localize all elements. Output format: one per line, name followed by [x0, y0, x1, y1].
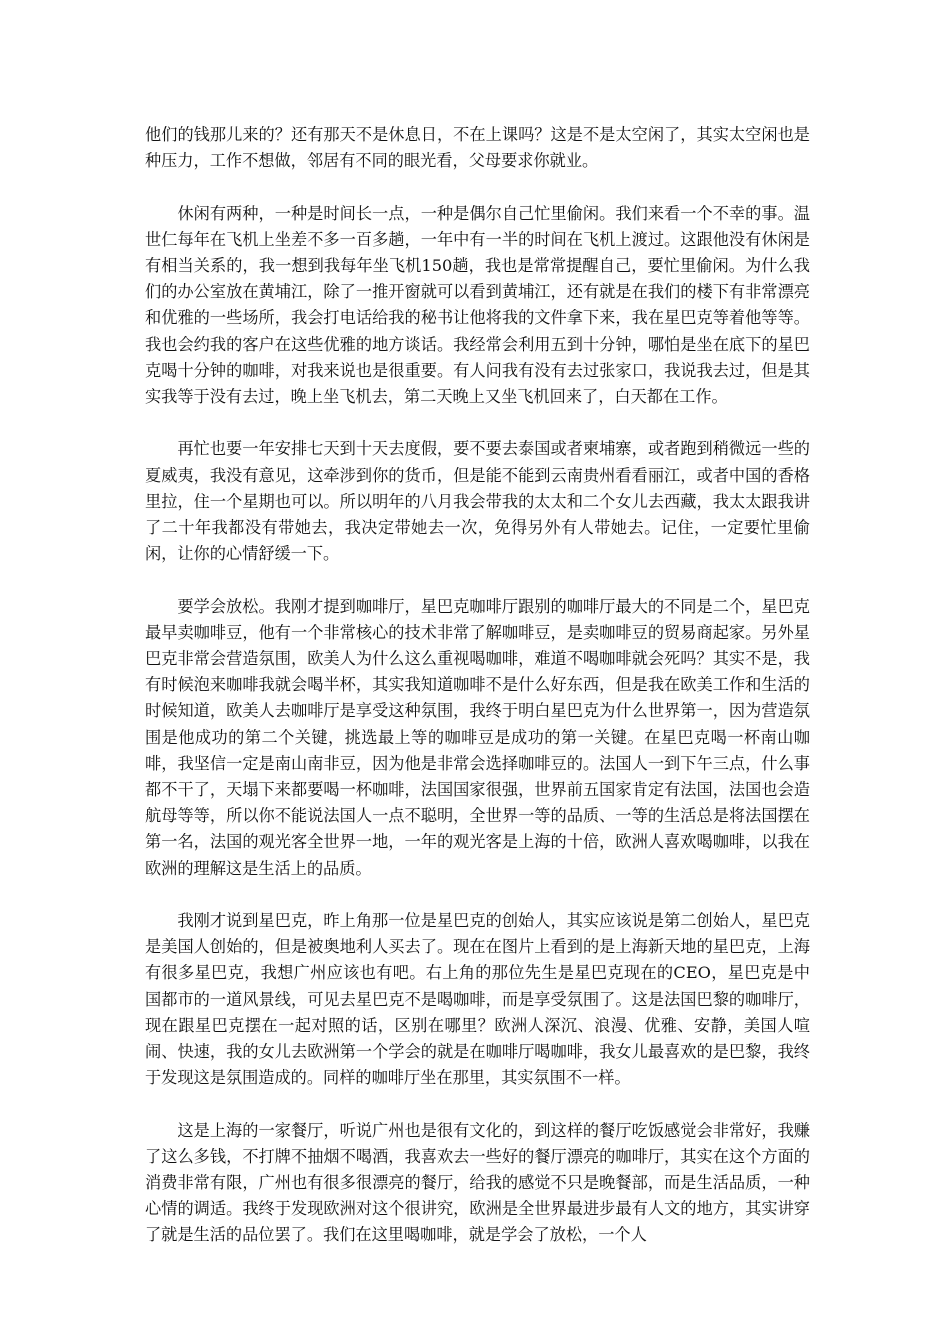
paragraph-relax: 要学会放松。我刚才提到咖啡厅，星巴克咖啡厅跟别的咖啡厅最大的不同是二个，星巴克最早卖咖啡豆，他有一个非常核心的技术非常了解咖啡豆，是卖咖啡豆的贸易商起家。另外星巴克非常会营造氛围，欧美人为什么这么重视喝咖啡，难道不喝咖啡就会死吗？其实不是，我有时候泡来咖啡我就会喝半杯，其实我知道咖啡不是什么好东西，但是我在欧美工作和生活的时候知道，欧美人去咖啡厅是享受这种氛围，我终于明白星巴克为什么世界第一，因为营造氛围是他成功的第二个关键，挑选最上等的咖啡豆是成功的第一关键。在星巴克喝一杯南山咖啡，我坚信一定是南山南非豆，因为他是非常会选择咖啡豆的。法国人一到下午三点，什么事都不干了，天塌下来都要喝一杯咖啡，法国国家很强，世界前五国家肯定有法国，法国也会造航母等等，所以你不能说法国人一点不聪明，全世界一等的品质、一等的生活总是将法国摆在第一名，法国的观光客全世界一地，一年的观光客是上海的十倍，欧洲人喜欢喝咖啡，以我在欧洲的理解这是生活上的品质。 [145, 596, 810, 878]
paragraph-vacation: 再忙也要一年安排七天到十天去度假，要不要去泰国或者柬埔寨，或者跑到稍微远一些的夏威夷，我没有意见，这牵涉到你的货币，但是能不能到云南贵州看看丽江，或者中国的香格里拉，住一个星期也可以。所以明年的八月我会带我的太太和二个女儿去西藏，我太太跟我讲了二十年我都没有带她去，我决定带她去一次，免得另外有人带她去。记住，一定要忙里偷闲，让你的心情舒缓一下。 [145, 439, 810, 564]
paragraph-leisure: 休闲有两种，一种是时间长一点，一种是偶尔自己忙里偷闲。我们来看一个不幸的事。温世仁每年在飞机上坐差不多一百多趟，一年中有一半的时间在飞机上渡过。这跟他没有休闲是有相当关系的，我一想到我每年坐飞机150趟，我也是常常提醒自己，要忙里偷闲。为什么我们的办公室放在黄埔江，除了一推开窗就可以看到黄埔江，还有就是在我们的楼下有非常漂亮和优雅的一些场所，我会打电话给我的秘书让他将我的文件拿下来，我在星巴克等着他等等。我也会约我的客户在这些优雅的地方谈话。我经常会利用五到十分钟，哪怕是坐在底下的星巴克喝十分钟的咖啡，对我来说也是很重要。有人问我有没有去过张家口，我说我去过，但是其实我等于没有去过，晚上坐飞机去，第二天晚上又坐飞机回来了，白天都在工作。 [145, 203, 810, 407]
paragraph-continuation: 他们的钱那儿来的？还有那天不是休息日，不在上课吗？这是不是太空闲了，其实太空闲也是种压力，工作不想做，邻居有不同的眼光看，父母要求你就业。 [145, 125, 810, 171]
document-body [145, 122, 810, 1249]
paragraph-restaurant: 这是上海的一家餐厅，听说广州也是很有文化的，到这样的餐厅吃饭感觉会非常好，我赚了这么多钱，不打牌不抽烟不喝酒，我喜欢去一些好的餐厅漂亮的咖啡厅，其实在这个方面的消费非常有限，广州也有很多很漂亮的餐厅，给我的感觉不只是晚餐部，而是生活品质，一种心情的调适。我终于发现欧洲对这个很讲究，欧洲是全世界最进步最有人文的地方，其实讲穿了就是生活的品位罢了。我们在这里喝咖啡，就是学会了放松，一个人 [145, 1120, 810, 1245]
paragraph-starbucks: 我刚才说到星巴克，昨上角那一位是星巴克的创始人，其实应该说是第二创始人，星巴克是美国人创始的，但是被奥地利人买去了。现在在图片上看到的是上海新天地的星巴克，上海有很多星巴克，我想广州应该也有吧。右上角的那位先生是星巴克现在的CEO，星巴克是中国都市的一道风景线，可见去星巴克不是喝咖啡，而是享受氛围了。这是法国巴黎的咖啡厅，现在跟星巴克摆在一起对照的话，区别在哪里？欧洲人深沉、浪漫、优雅、安静，美国人喧闹、快速，我的女儿去欧洲第一个学会的就是在咖啡厅喝咖啡，我女儿最喜欢的是巴黎，我终于发现这是氛围造成的。同样的咖啡厅坐在那里，其实氛围不一样。 [145, 911, 810, 1088]
